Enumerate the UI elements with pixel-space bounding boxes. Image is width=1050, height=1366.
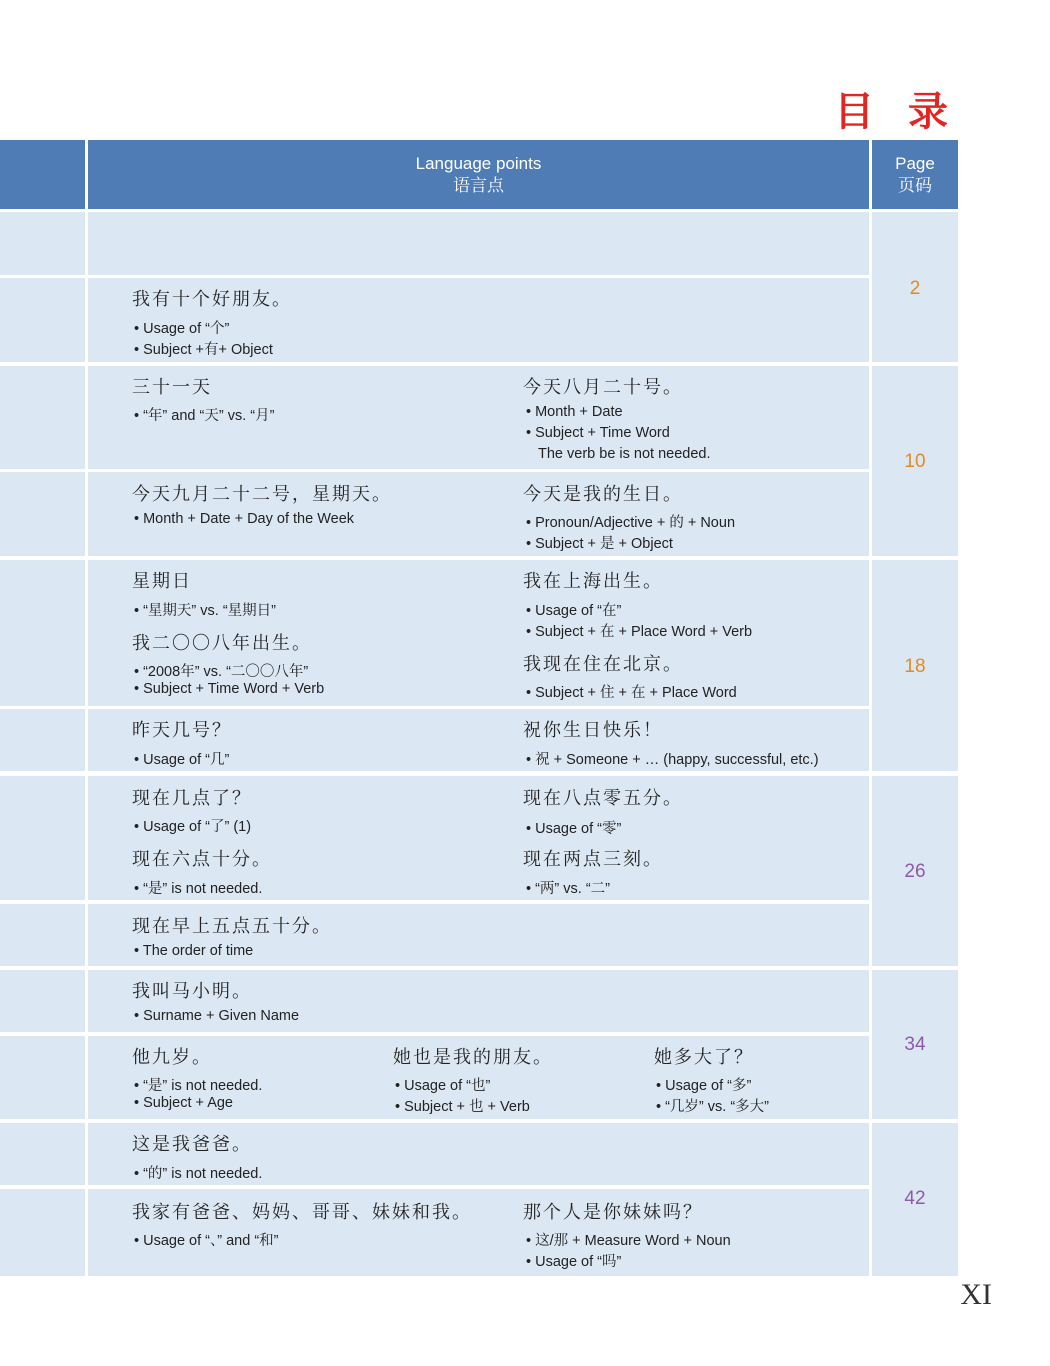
language-point: • The order of time	[134, 943, 254, 959]
page-cell-26	[872, 776, 958, 966]
language-point: • “年” and “天” vs. “月”	[134, 408, 275, 424]
lesson-sentence: 现在早上五点五十分。	[132, 916, 332, 937]
header-lang-en: Language points	[415, 153, 542, 173]
lesson-sentence: 我二〇〇八年出生。	[132, 633, 312, 654]
language-point: • “的” is not needed.	[134, 1166, 263, 1182]
language-point: • Subject +有+ Object	[134, 342, 273, 358]
language-point: • Surname + Given Name	[134, 1008, 300, 1024]
lesson-sentence: 她也是我的朋友。	[393, 1047, 553, 1068]
language-point: • Usage of “吗”	[526, 1254, 622, 1270]
lesson-sentence: 现在六点十分。	[132, 849, 272, 870]
lesson-sentence: 今天是我的生日。	[523, 484, 683, 505]
row-stub	[0, 904, 85, 966]
language-point: • Subject + Time Word	[526, 425, 670, 441]
lesson-sentence: 我家有爸爸、妈妈、哥哥、妹妹和我。	[132, 1202, 472, 1223]
language-point: • 这/那 + Measure Word + Noun	[526, 1233, 731, 1249]
row-stub	[0, 1123, 85, 1185]
page-title: 目 录	[834, 89, 958, 135]
language-point: • Subject + 也 + Verb	[395, 1099, 530, 1115]
page-number: 10	[904, 451, 926, 472]
language-point: • Usage of “在”	[526, 603, 622, 619]
header-page-en: Page	[895, 153, 935, 173]
lesson-sentence: 我在上海出生。	[523, 571, 663, 592]
row-stub	[0, 472, 85, 556]
lesson-sentence: 我现在住在北京。	[523, 654, 683, 675]
row-stub	[0, 1036, 85, 1119]
row-stub	[0, 1189, 85, 1276]
language-point: • Subject + Age	[134, 1095, 233, 1111]
language-point: • “是” is not needed.	[134, 881, 263, 897]
page-number-roman: XI	[960, 1278, 992, 1311]
row-stub	[0, 776, 85, 900]
language-point: • Month + Date	[526, 404, 623, 420]
lesson-sentence: 星期日	[132, 571, 192, 592]
lesson-sentence: 昨天几号？	[132, 720, 232, 741]
lesson-sentence: 我有十个好朋友。	[132, 289, 292, 310]
language-point: • “2008年” vs. “二〇〇八年”	[134, 664, 309, 680]
language-point: • Usage of “也”	[395, 1078, 491, 1094]
lesson-sentence: 今天八月二十号。	[523, 377, 683, 398]
language-point: • Pronoun/Adjective + 的 + Noun	[526, 515, 736, 531]
page-number: 34	[904, 1034, 926, 1055]
language-point: • “几岁” vs. “多大”	[656, 1099, 770, 1115]
lesson-sentence: 现在几点了？	[132, 788, 252, 809]
language-point: • “星期天” vs. “星期日”	[134, 603, 277, 619]
page-number: 2	[909, 278, 921, 299]
language-point: • Usage of “个”	[134, 321, 230, 337]
row-stub	[0, 970, 85, 1032]
page-cell-34	[872, 970, 958, 1119]
lesson-sentence: 他九岁。	[132, 1047, 212, 1068]
header-language-points	[88, 140, 869, 209]
language-point: • Usage of “多”	[656, 1078, 752, 1094]
language-point: • Subject + 住 + 在 + Place Word	[526, 685, 737, 701]
lesson-sentence: 三十一天	[132, 377, 212, 398]
lesson-sentence: 我叫马小明。	[132, 981, 252, 1002]
lesson-sentence: 她多大了？	[654, 1047, 754, 1068]
page-cell-10	[872, 366, 958, 556]
lesson-sentence: 这是我爸爸。	[132, 1134, 252, 1155]
header-lang-zh: 语言点	[453, 175, 504, 196]
language-point: • “是” is not needed.	[134, 1078, 263, 1094]
page-cell-42	[872, 1123, 958, 1276]
language-point: • Usage of “几”	[134, 752, 230, 768]
page-cell-18	[872, 560, 958, 771]
row-stub	[0, 560, 85, 706]
language-point: • Usage of “了” (1)	[134, 819, 252, 835]
language-point: • Subject + 是 + Object	[526, 536, 673, 552]
language-point: • 祝 + Someone + … (happy, successful, etc.)	[526, 752, 819, 768]
language-point: • Month + Date + Day of the Week	[134, 511, 355, 527]
language-point: • Subject + 在 + Place Word + Verb	[526, 624, 753, 640]
row-stub	[0, 709, 85, 771]
header-left-stub	[0, 140, 85, 209]
lesson-sentence: 现在八点零五分。	[523, 788, 683, 809]
lesson-sentence: 祝你生日快乐！	[523, 720, 663, 741]
language-point: • “两” vs. “二”	[526, 881, 611, 897]
page-number: 26	[904, 861, 926, 882]
page-number: 18	[904, 656, 926, 677]
row-stub	[0, 212, 85, 275]
lesson-sentence: 现在两点三刻。	[523, 849, 663, 870]
language-point-note: The verb be is not needed.	[538, 446, 711, 462]
language-point: • Subject + Time Word + Verb	[134, 681, 325, 697]
lesson-sentence: 那个人是你妹妹吗？	[523, 1202, 703, 1223]
row-stub	[0, 278, 85, 362]
language-point: • Usage of “零”	[526, 821, 622, 837]
page-number: 42	[904, 1188, 926, 1209]
page-cell-2	[872, 212, 958, 362]
language-point: • Usage of “、” and “和”	[134, 1233, 279, 1249]
header-page	[872, 140, 958, 209]
row-stub	[0, 366, 85, 469]
lesson-sentence: 今天九月二十二号，星期天。	[132, 484, 392, 505]
header-page-zh: 页码	[898, 175, 932, 196]
row-1-empty	[88, 212, 869, 275]
